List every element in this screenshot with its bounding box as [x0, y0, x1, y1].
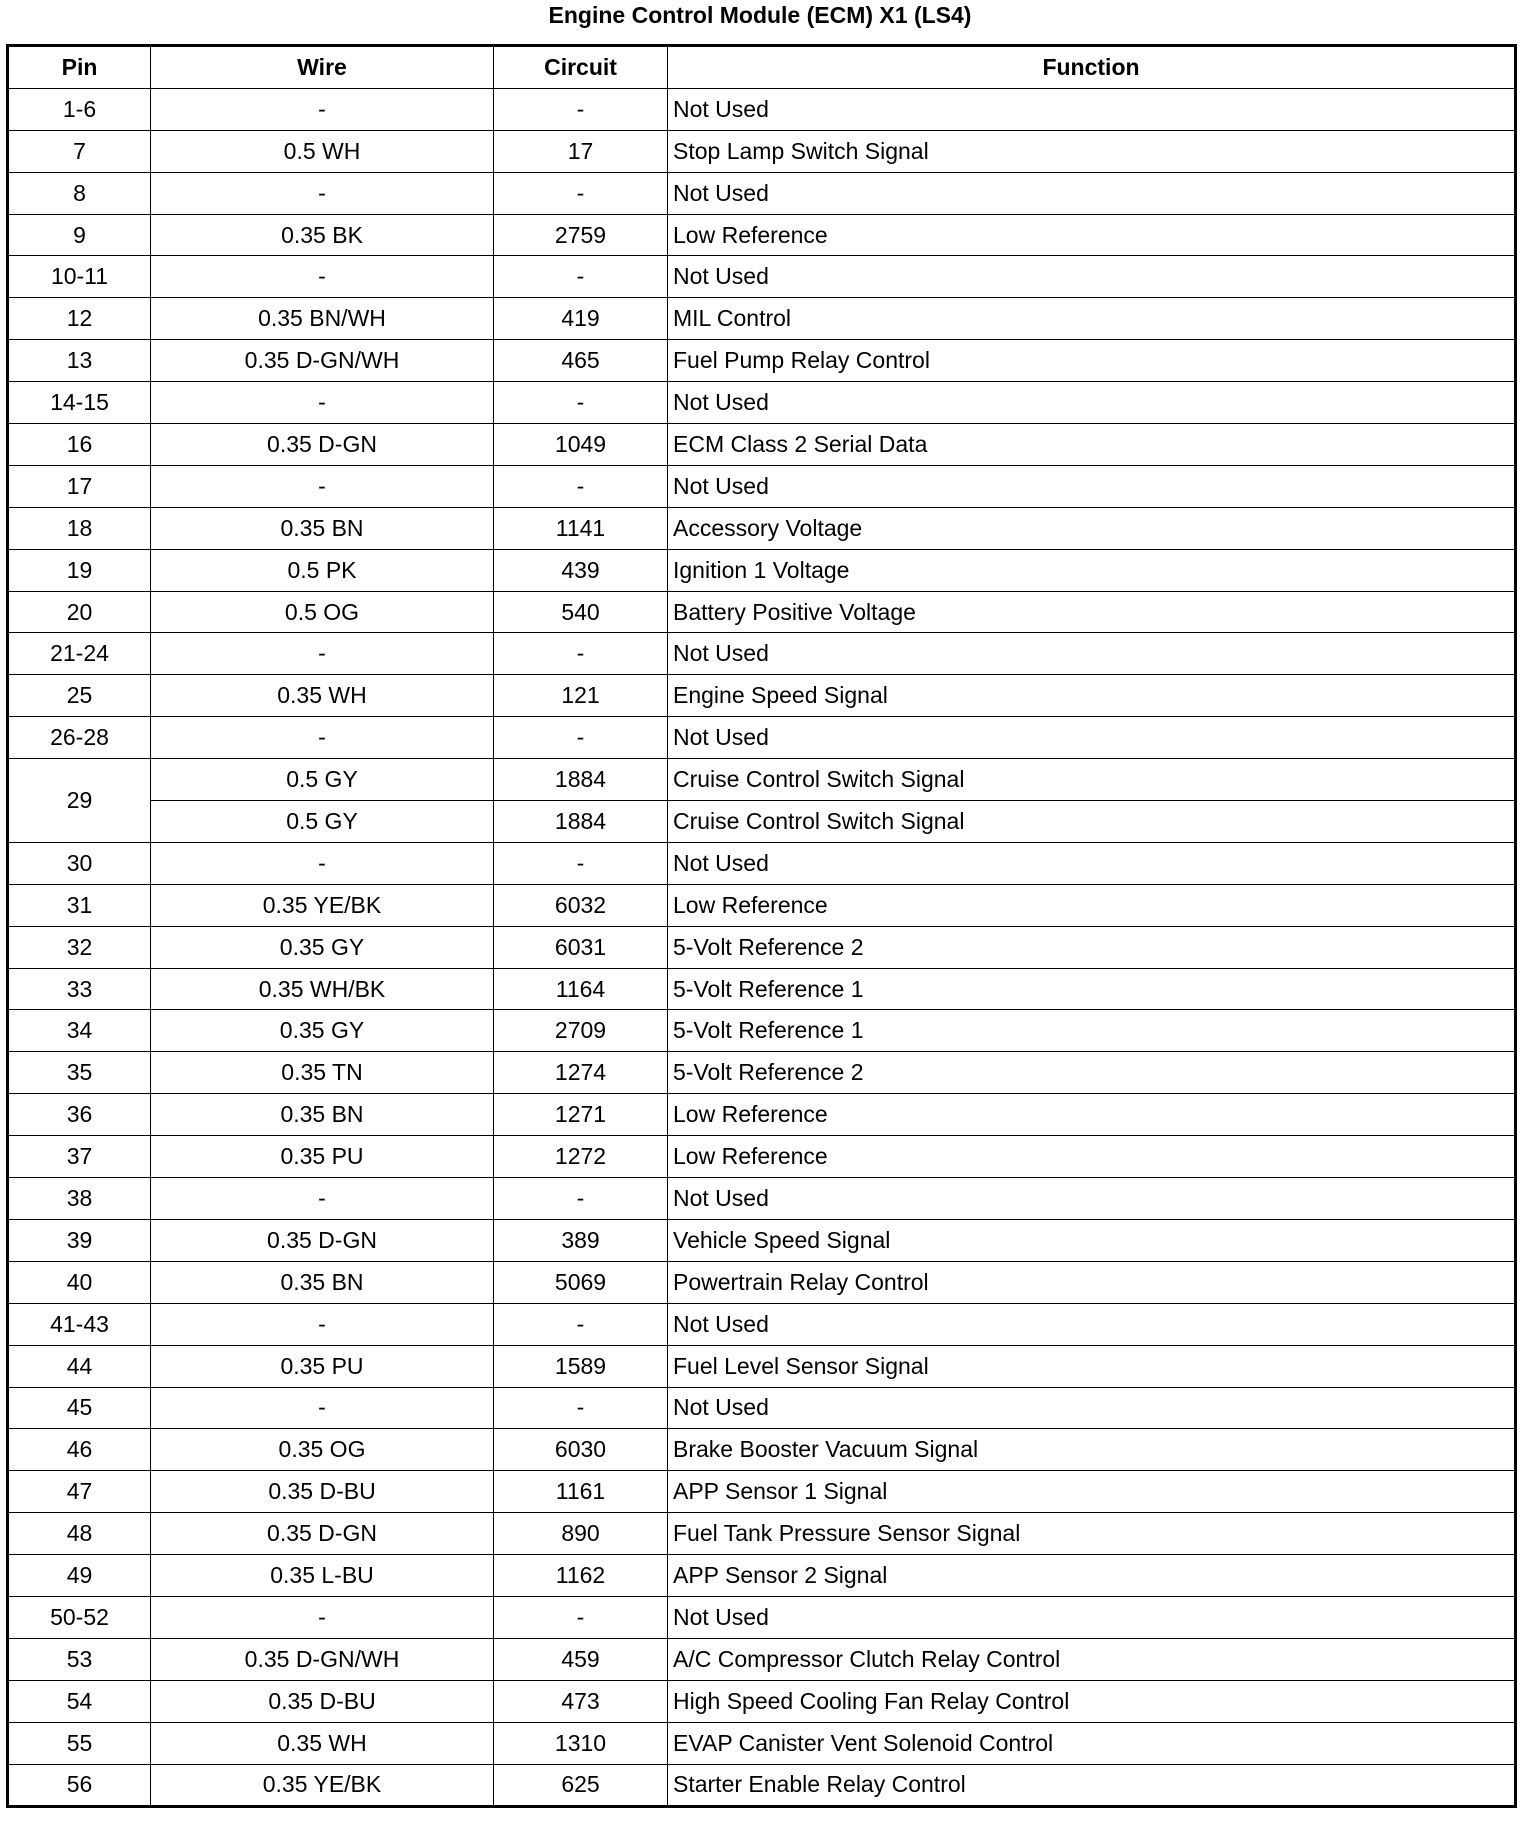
circuit-cell: 389	[494, 1219, 668, 1261]
circuit-cell: 121	[494, 675, 668, 717]
wire-cell: 0.35 PU	[151, 1136, 494, 1178]
pin-cell: 17	[8, 465, 151, 507]
pinout-table	[6, 44, 1517, 1808]
circuit-cell: 6030	[494, 1429, 668, 1471]
circuit-cell: -	[494, 88, 668, 130]
pin-cell: 9	[8, 214, 151, 256]
pin-cell: 53	[8, 1638, 151, 1680]
table-row	[8, 1513, 1516, 1555]
wire-cell: 0.35 BK	[151, 214, 494, 256]
function-cell: 5-Volt Reference 1	[668, 968, 1516, 1010]
pin-cell: 56	[8, 1764, 151, 1807]
function-cell: Low Reference	[668, 884, 1516, 926]
table-row	[8, 1136, 1516, 1178]
circuit-cell: 439	[494, 549, 668, 591]
table-row	[8, 675, 1516, 717]
function-cell: 5-Volt Reference 2	[668, 1052, 1516, 1094]
wire-cell: 0.35 GY	[151, 926, 494, 968]
function-cell: Not Used	[668, 382, 1516, 424]
function-cell: Not Used	[668, 1303, 1516, 1345]
function-cell: Cruise Control Switch Signal	[668, 801, 1516, 843]
pin-cell: 26-28	[8, 717, 151, 759]
header-circuit: Circuit	[494, 46, 668, 89]
header-function: Function	[668, 46, 1516, 89]
pin-cell: 31	[8, 884, 151, 926]
pin-cell: 1-6	[8, 88, 151, 130]
wire-cell: -	[151, 1387, 494, 1429]
pin-cell: 33	[8, 968, 151, 1010]
circuit-cell: -	[494, 1387, 668, 1429]
table-row	[8, 1471, 1516, 1513]
function-cell: Ignition 1 Voltage	[668, 549, 1516, 591]
wire-cell: 0.35 WH	[151, 1722, 494, 1764]
pin-cell: 50-52	[8, 1596, 151, 1638]
pin-cell: 55	[8, 1722, 151, 1764]
pin-cell: 18	[8, 507, 151, 549]
function-cell: Starter Enable Relay Control	[668, 1764, 1516, 1807]
wire-cell: -	[151, 88, 494, 130]
circuit-cell: 6032	[494, 884, 668, 926]
wire-cell: 0.5 OG	[151, 591, 494, 633]
header-pin: Pin	[8, 46, 151, 89]
function-cell: Not Used	[668, 842, 1516, 884]
table-row	[8, 424, 1516, 466]
table-row	[8, 1094, 1516, 1136]
pin-cell: 34	[8, 1010, 151, 1052]
table-row	[8, 591, 1516, 633]
circuit-cell: 1274	[494, 1052, 668, 1094]
circuit-cell: 419	[494, 298, 668, 340]
function-cell: Not Used	[668, 633, 1516, 675]
circuit-cell: 1141	[494, 507, 668, 549]
circuit-cell: -	[494, 842, 668, 884]
wire-cell: 0.35 WH/BK	[151, 968, 494, 1010]
function-cell: Not Used	[668, 465, 1516, 507]
table-row	[8, 340, 1516, 382]
wire-cell: 0.5 GY	[151, 759, 494, 801]
table-row	[8, 1010, 1516, 1052]
table-row	[8, 1261, 1516, 1303]
function-cell: APP Sensor 1 Signal	[668, 1471, 1516, 1513]
wire-cell: 0.35 D-BU	[151, 1471, 494, 1513]
wire-cell: 0.35 D-GN/WH	[151, 340, 494, 382]
circuit-cell: 1589	[494, 1345, 668, 1387]
wire-cell: -	[151, 172, 494, 214]
table-row	[8, 759, 1516, 801]
pin-cell: 49	[8, 1555, 151, 1597]
wire-cell: 0.35 TN	[151, 1052, 494, 1094]
function-cell: MIL Control	[668, 298, 1516, 340]
table-row	[8, 256, 1516, 298]
pin-cell: 54	[8, 1680, 151, 1722]
table-row	[8, 88, 1516, 130]
function-cell: Powertrain Relay Control	[668, 1261, 1516, 1303]
wire-cell: -	[151, 842, 494, 884]
wire-cell: 0.35 D-GN	[151, 1219, 494, 1261]
function-cell: Brake Booster Vacuum Signal	[668, 1429, 1516, 1471]
circuit-cell: 2709	[494, 1010, 668, 1052]
table-row	[8, 1303, 1516, 1345]
wire-cell: -	[151, 1303, 494, 1345]
circuit-cell: 465	[494, 340, 668, 382]
function-cell: Not Used	[668, 88, 1516, 130]
function-cell: Vehicle Speed Signal	[668, 1219, 1516, 1261]
pin-cell: 7	[8, 130, 151, 172]
pin-cell: 47	[8, 1471, 151, 1513]
function-cell: Low Reference	[668, 1094, 1516, 1136]
table-row	[8, 884, 1516, 926]
table-row	[8, 968, 1516, 1010]
wire-cell: 0.5 PK	[151, 549, 494, 591]
function-cell: High Speed Cooling Fan Relay Control	[668, 1680, 1516, 1722]
function-cell: A/C Compressor Clutch Relay Control	[668, 1638, 1516, 1680]
wire-cell: 0.35 D-GN/WH	[151, 1638, 494, 1680]
circuit-cell: -	[494, 1303, 668, 1345]
wire-cell: 0.35 BN/WH	[151, 298, 494, 340]
table-row	[8, 172, 1516, 214]
wire-cell: -	[151, 1178, 494, 1220]
wire-cell: -	[151, 256, 494, 298]
wire-cell: 0.35 D-GN	[151, 424, 494, 466]
table-row	[8, 298, 1516, 340]
pin-cell: 29	[8, 759, 151, 843]
function-cell: 5-Volt Reference 1	[668, 1010, 1516, 1052]
circuit-cell: 5069	[494, 1261, 668, 1303]
table-row	[8, 507, 1516, 549]
circuit-cell: 6031	[494, 926, 668, 968]
page-title: Engine Control Module (ECM) X1 (LS4)	[548, 2, 972, 28]
wire-cell: 0.5 GY	[151, 801, 494, 843]
pin-cell: 32	[8, 926, 151, 968]
circuit-cell: 1164	[494, 968, 668, 1010]
circuit-cell: 890	[494, 1513, 668, 1555]
table-row	[8, 801, 1516, 843]
table-row	[8, 549, 1516, 591]
wire-cell: 0.35 L-BU	[151, 1555, 494, 1597]
header-wire: Wire	[151, 46, 494, 89]
function-cell: Fuel Level Sensor Signal	[668, 1345, 1516, 1387]
wire-cell: 0.35 WH	[151, 675, 494, 717]
table-row	[8, 130, 1516, 172]
wire-cell: -	[151, 382, 494, 424]
wire-cell: 0.35 BN	[151, 1261, 494, 1303]
pin-cell: 13	[8, 340, 151, 382]
pin-cell: 19	[8, 549, 151, 591]
table-row	[8, 1638, 1516, 1680]
pin-cell: 25	[8, 675, 151, 717]
function-cell: 5-Volt Reference 2	[668, 926, 1516, 968]
table-row	[8, 1596, 1516, 1638]
table-row	[8, 1345, 1516, 1387]
circuit-cell: -	[494, 717, 668, 759]
pin-cell: 10-11	[8, 256, 151, 298]
function-cell: Not Used	[668, 1596, 1516, 1638]
wire-cell: 0.35 YE/BK	[151, 1764, 494, 1807]
circuit-cell: 1049	[494, 424, 668, 466]
table-row	[8, 1052, 1516, 1094]
pin-cell: 45	[8, 1387, 151, 1429]
wire-cell: 0.35 OG	[151, 1429, 494, 1471]
circuit-cell: 1310	[494, 1722, 668, 1764]
header-row	[8, 46, 1516, 89]
function-cell: Not Used	[668, 172, 1516, 214]
function-cell: Not Used	[668, 1178, 1516, 1220]
table-row	[8, 926, 1516, 968]
table-row	[8, 633, 1516, 675]
circuit-cell: 625	[494, 1764, 668, 1807]
pin-cell: 39	[8, 1219, 151, 1261]
table-body	[8, 88, 1516, 1807]
pin-cell: 12	[8, 298, 151, 340]
table-row	[8, 214, 1516, 256]
pin-cell: 8	[8, 172, 151, 214]
pin-cell: 36	[8, 1094, 151, 1136]
wire-cell: 0.35 D-GN	[151, 1513, 494, 1555]
function-cell: Engine Speed Signal	[668, 675, 1516, 717]
function-cell: Low Reference	[668, 214, 1516, 256]
circuit-cell: 1272	[494, 1136, 668, 1178]
pin-cell: 20	[8, 591, 151, 633]
wire-cell: 0.35 BN	[151, 1094, 494, 1136]
table-row	[8, 1429, 1516, 1471]
function-cell: Fuel Tank Pressure Sensor Signal	[668, 1513, 1516, 1555]
table-row	[8, 1680, 1516, 1722]
wire-cell: 0.35 YE/BK	[151, 884, 494, 926]
wire-cell: 0.35 BN	[151, 507, 494, 549]
pin-cell: 37	[8, 1136, 151, 1178]
function-cell: APP Sensor 2 Signal	[668, 1555, 1516, 1597]
pin-cell: 21-24	[8, 633, 151, 675]
circuit-cell: 459	[494, 1638, 668, 1680]
pin-cell: 44	[8, 1345, 151, 1387]
wire-cell: -	[151, 717, 494, 759]
circuit-cell: 2759	[494, 214, 668, 256]
pin-cell: 46	[8, 1429, 151, 1471]
function-cell: Fuel Pump Relay Control	[668, 340, 1516, 382]
pin-cell: 40	[8, 1261, 151, 1303]
circuit-cell: -	[494, 1178, 668, 1220]
table-row	[8, 1555, 1516, 1597]
circuit-cell: 1271	[494, 1094, 668, 1136]
circuit-cell: 1162	[494, 1555, 668, 1597]
function-cell: Cruise Control Switch Signal	[668, 759, 1516, 801]
table-row	[8, 1764, 1516, 1807]
circuit-cell: 540	[494, 591, 668, 633]
function-cell: Not Used	[668, 717, 1516, 759]
function-cell: Accessory Voltage	[668, 507, 1516, 549]
wire-cell: 0.35 GY	[151, 1010, 494, 1052]
wire-cell: 0.5 WH	[151, 130, 494, 172]
pin-cell: 35	[8, 1052, 151, 1094]
pin-cell: 38	[8, 1178, 151, 1220]
circuit-cell: 1161	[494, 1471, 668, 1513]
circuit-cell: -	[494, 256, 668, 298]
table-row	[8, 1722, 1516, 1764]
wire-cell: -	[151, 633, 494, 675]
function-cell: Stop Lamp Switch Signal	[668, 130, 1516, 172]
table-row	[8, 1178, 1516, 1220]
wire-cell: -	[151, 1596, 494, 1638]
wire-cell: 0.35 PU	[151, 1345, 494, 1387]
table-row	[8, 465, 1516, 507]
pin-cell: 48	[8, 1513, 151, 1555]
circuit-cell: -	[494, 1596, 668, 1638]
circuit-cell: 473	[494, 1680, 668, 1722]
wire-cell: -	[151, 465, 494, 507]
circuit-cell: -	[494, 465, 668, 507]
table-row	[8, 842, 1516, 884]
pin-cell: 30	[8, 842, 151, 884]
circuit-cell: 1884	[494, 801, 668, 843]
pin-cell: 41-43	[8, 1303, 151, 1345]
table-row	[8, 1387, 1516, 1429]
circuit-cell: -	[494, 172, 668, 214]
wire-cell: 0.35 D-BU	[151, 1680, 494, 1722]
function-cell: Not Used	[668, 256, 1516, 298]
circuit-cell: -	[494, 633, 668, 675]
circuit-cell: 17	[494, 130, 668, 172]
table-row	[8, 1219, 1516, 1261]
function-cell: Low Reference	[668, 1136, 1516, 1178]
table-row	[8, 717, 1516, 759]
function-cell: ECM Class 2 Serial Data	[668, 424, 1516, 466]
function-cell: Not Used	[668, 1387, 1516, 1429]
table-row	[8, 382, 1516, 424]
function-cell: EVAP Canister Vent Solenoid Control	[668, 1722, 1516, 1764]
circuit-cell: -	[494, 382, 668, 424]
function-cell: Battery Positive Voltage	[668, 591, 1516, 633]
circuit-cell: 1884	[494, 759, 668, 801]
pin-cell: 16	[8, 424, 151, 466]
pin-cell: 14-15	[8, 382, 151, 424]
